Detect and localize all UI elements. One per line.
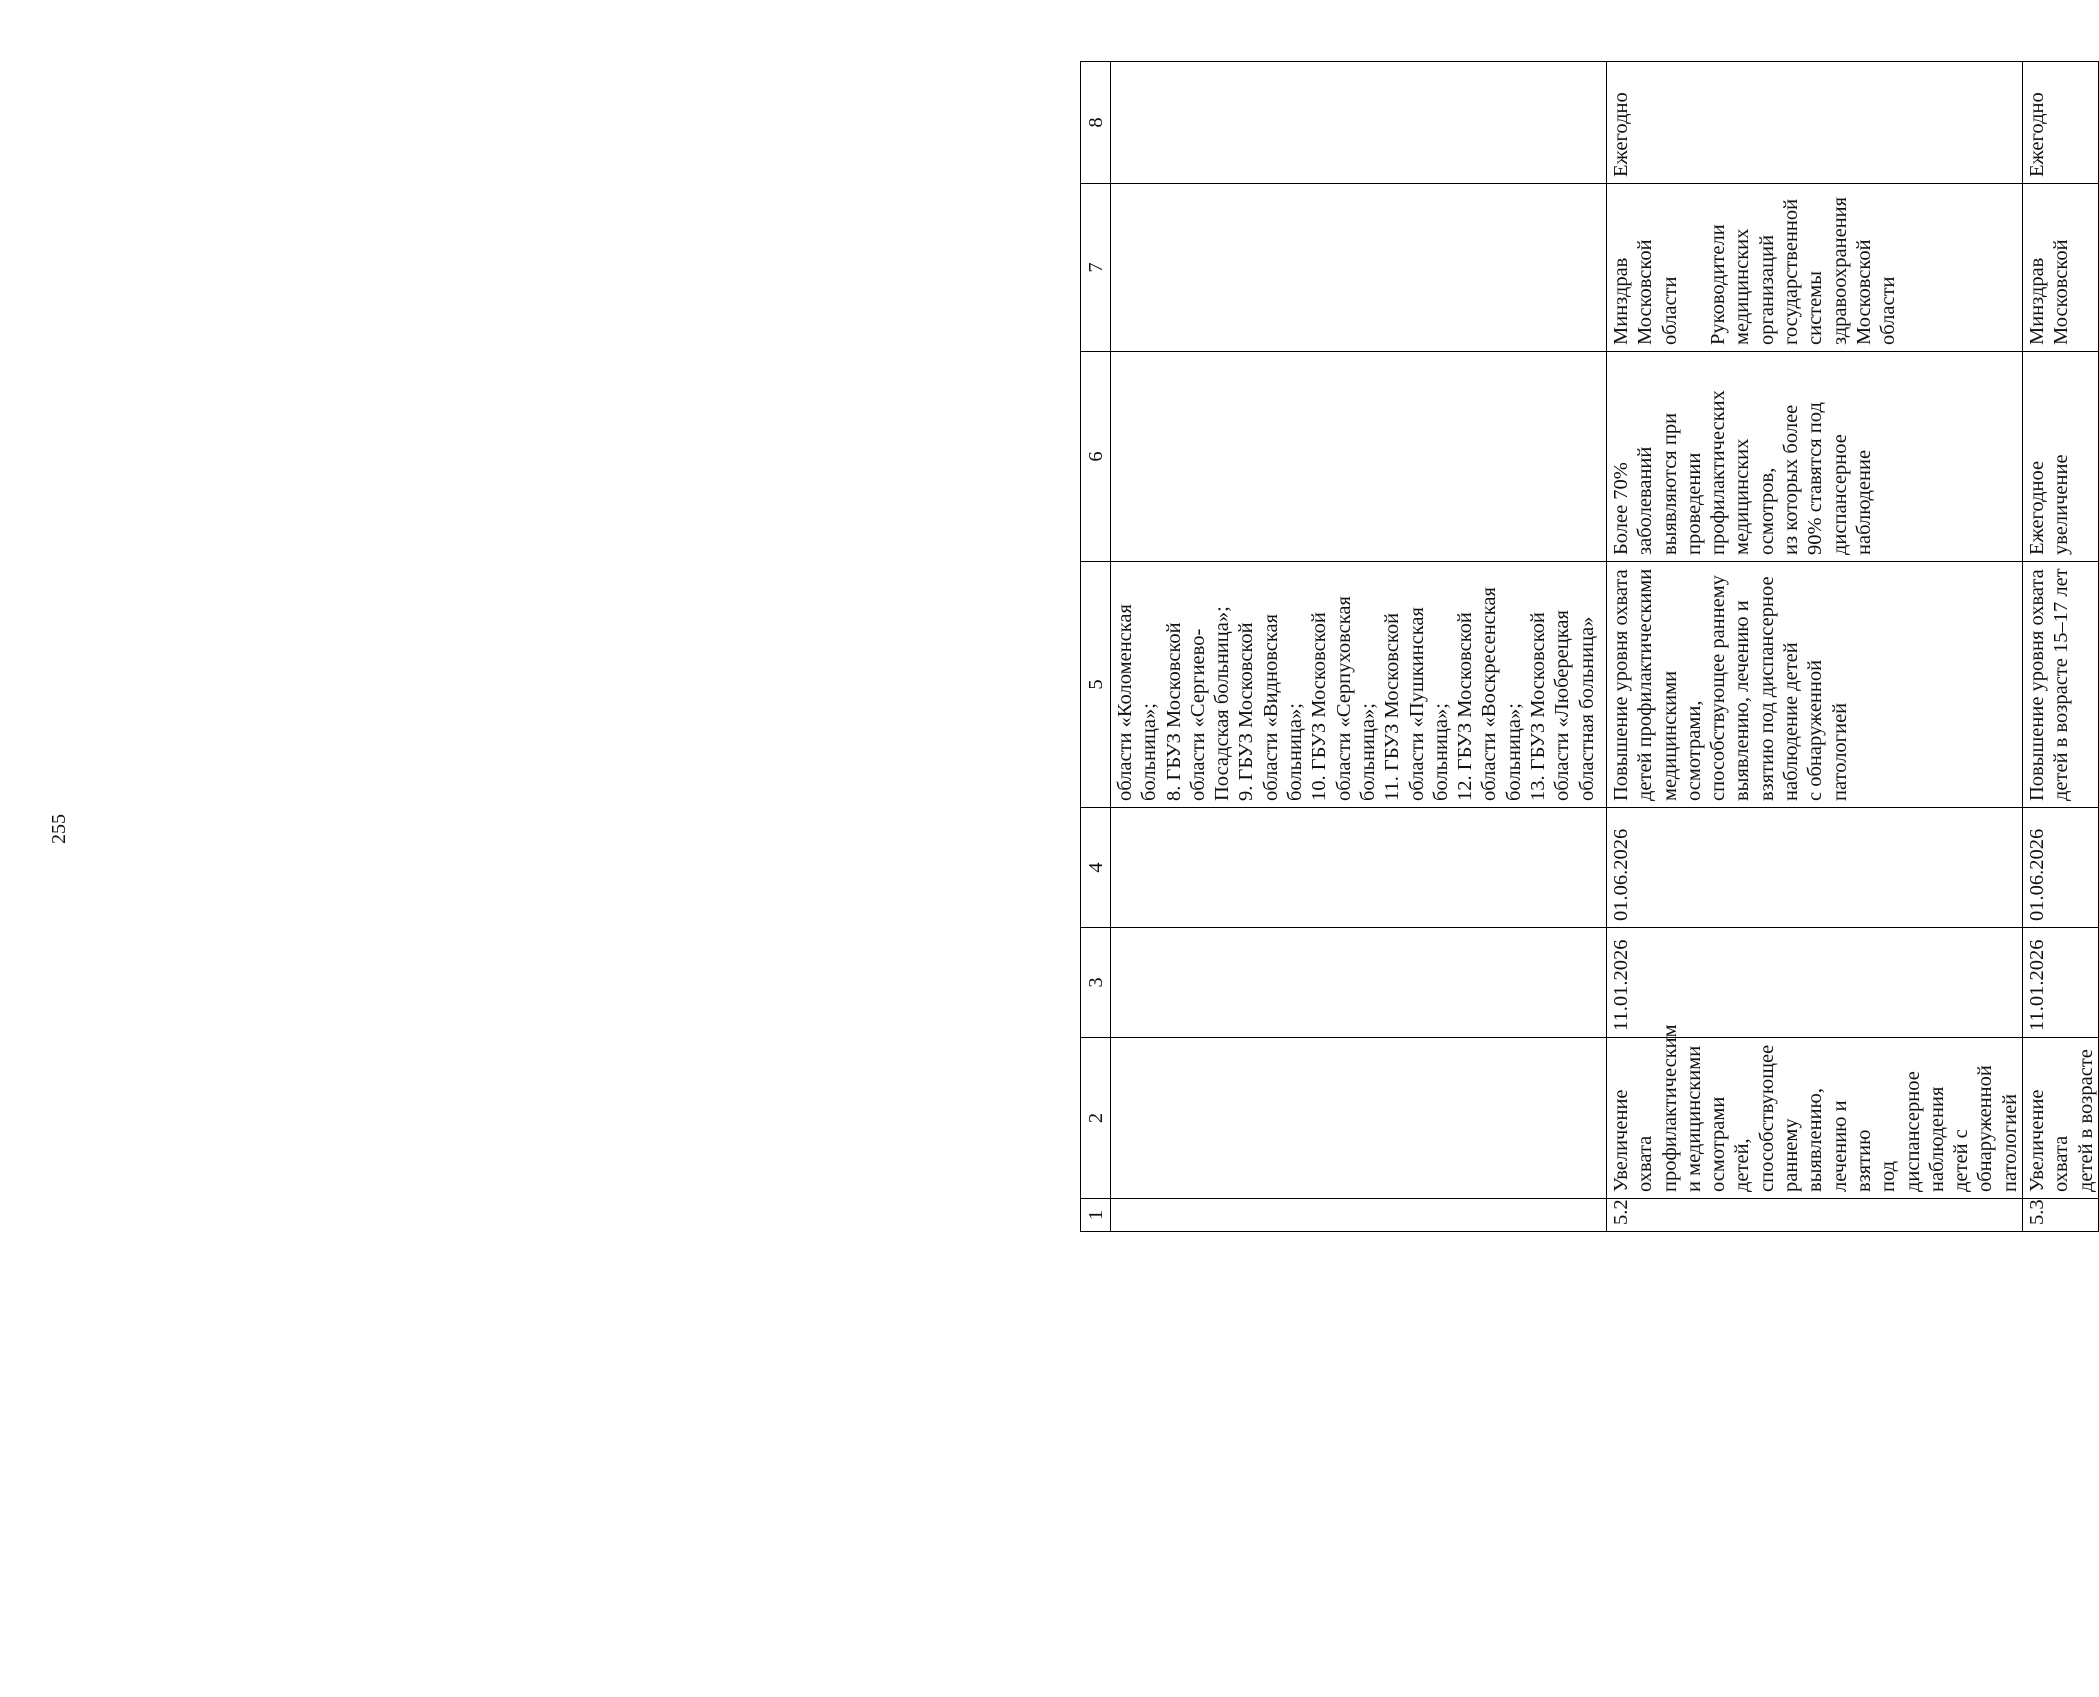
cell-end-date: 01.06.2026 xyxy=(2023,808,2099,928)
cell-start-date xyxy=(1111,928,1607,1038)
cell-num: 5.2 xyxy=(1607,1199,2023,1232)
cell-responsible: Минздрав Московской области Руководители медицинских организаций государственной системы здравоохранения Московской области xyxy=(1607,184,2023,352)
page-number: 255 xyxy=(48,814,70,844)
column-header: 6 xyxy=(1081,352,1111,562)
cell-result: области «Коломенская больница»; 8. ГБУЗ Московской области «Сергиево- Посадская больница»; 9. ГБУЗ Московской области «Видновская больница»; 10. ГБУЗ Московской области «Серпуховская больница»; 11. ГБУЗ Московской области «Пушкинская больница»; 12. ГБУЗ Московской области «Воскресенская больница»; 13. ГБУЗ Московской области «Люберецкая областная больница» xyxy=(1111,562,1607,808)
table-row xyxy=(1111,62,1607,1232)
column-header: 2 xyxy=(1081,1038,1111,1199)
cell-num: 5.3 xyxy=(2023,1199,2099,1232)
cell-num xyxy=(1111,1199,1607,1232)
cell-task xyxy=(1111,1038,1607,1199)
cell-result: Повышение уровня охвата детей профилактическими медицинскими осмотрами, способствующее раннему выявлению, лечению и взятию под диспансерное наблюдение детей с обнаруженной патологией xyxy=(1607,562,2023,808)
cell-start-date: 11.01.2026 xyxy=(1607,928,2023,1038)
column-header: 4 xyxy=(1081,808,1111,928)
table-row xyxy=(1607,62,2023,1232)
cell-indicator: Ежегодное увеличение xyxy=(2023,352,2099,562)
cell-end-date: 01.06.2026 xyxy=(1607,808,2023,928)
column-header: 1 xyxy=(1081,1199,1111,1232)
cell-start-date: 11.01.2026 xyxy=(2023,928,2099,1038)
rotated-table-wrapper xyxy=(1080,62,2097,1232)
column-header: 3 xyxy=(1081,928,1111,1038)
cell-indicator xyxy=(1111,352,1607,562)
cell-frequency: Ежегодно xyxy=(2023,62,2099,184)
column-header: 8 xyxy=(1081,62,1111,184)
cell-responsible xyxy=(1111,184,1607,352)
cell-task: Увеличение охвата профилактическим и медицинскими осмотрами детей, способствующее раннему выявлению, лечению и взятию под диспансерное наблюдения детей с обнаруженной патологией xyxy=(1607,1038,2023,1199)
cell-frequency: Ежегодно xyxy=(1607,62,2023,184)
cell-responsible: Минздрав Московской xyxy=(2023,184,2099,352)
cell-indicator: Более 70% заболеваний выявляются при проведении профилактических медицинских осмотров, из которых более 90% ставятся под диспансерное наблюдение xyxy=(1607,352,2023,562)
cell-frequency xyxy=(1111,62,1607,184)
table-header-row xyxy=(1081,62,1111,1232)
cell-task: Увеличение охвата детей в возрасте xyxy=(2023,1038,2099,1199)
table-row xyxy=(2023,62,2099,1232)
cell-result: Повышение уровня охвата детей в возрасте 15–17 лет xyxy=(2023,562,2099,808)
cell-end-date xyxy=(1111,808,1607,928)
activities-table xyxy=(1080,61,2099,1232)
column-header: 7 xyxy=(1081,184,1111,352)
column-header: 5 xyxy=(1081,562,1111,808)
